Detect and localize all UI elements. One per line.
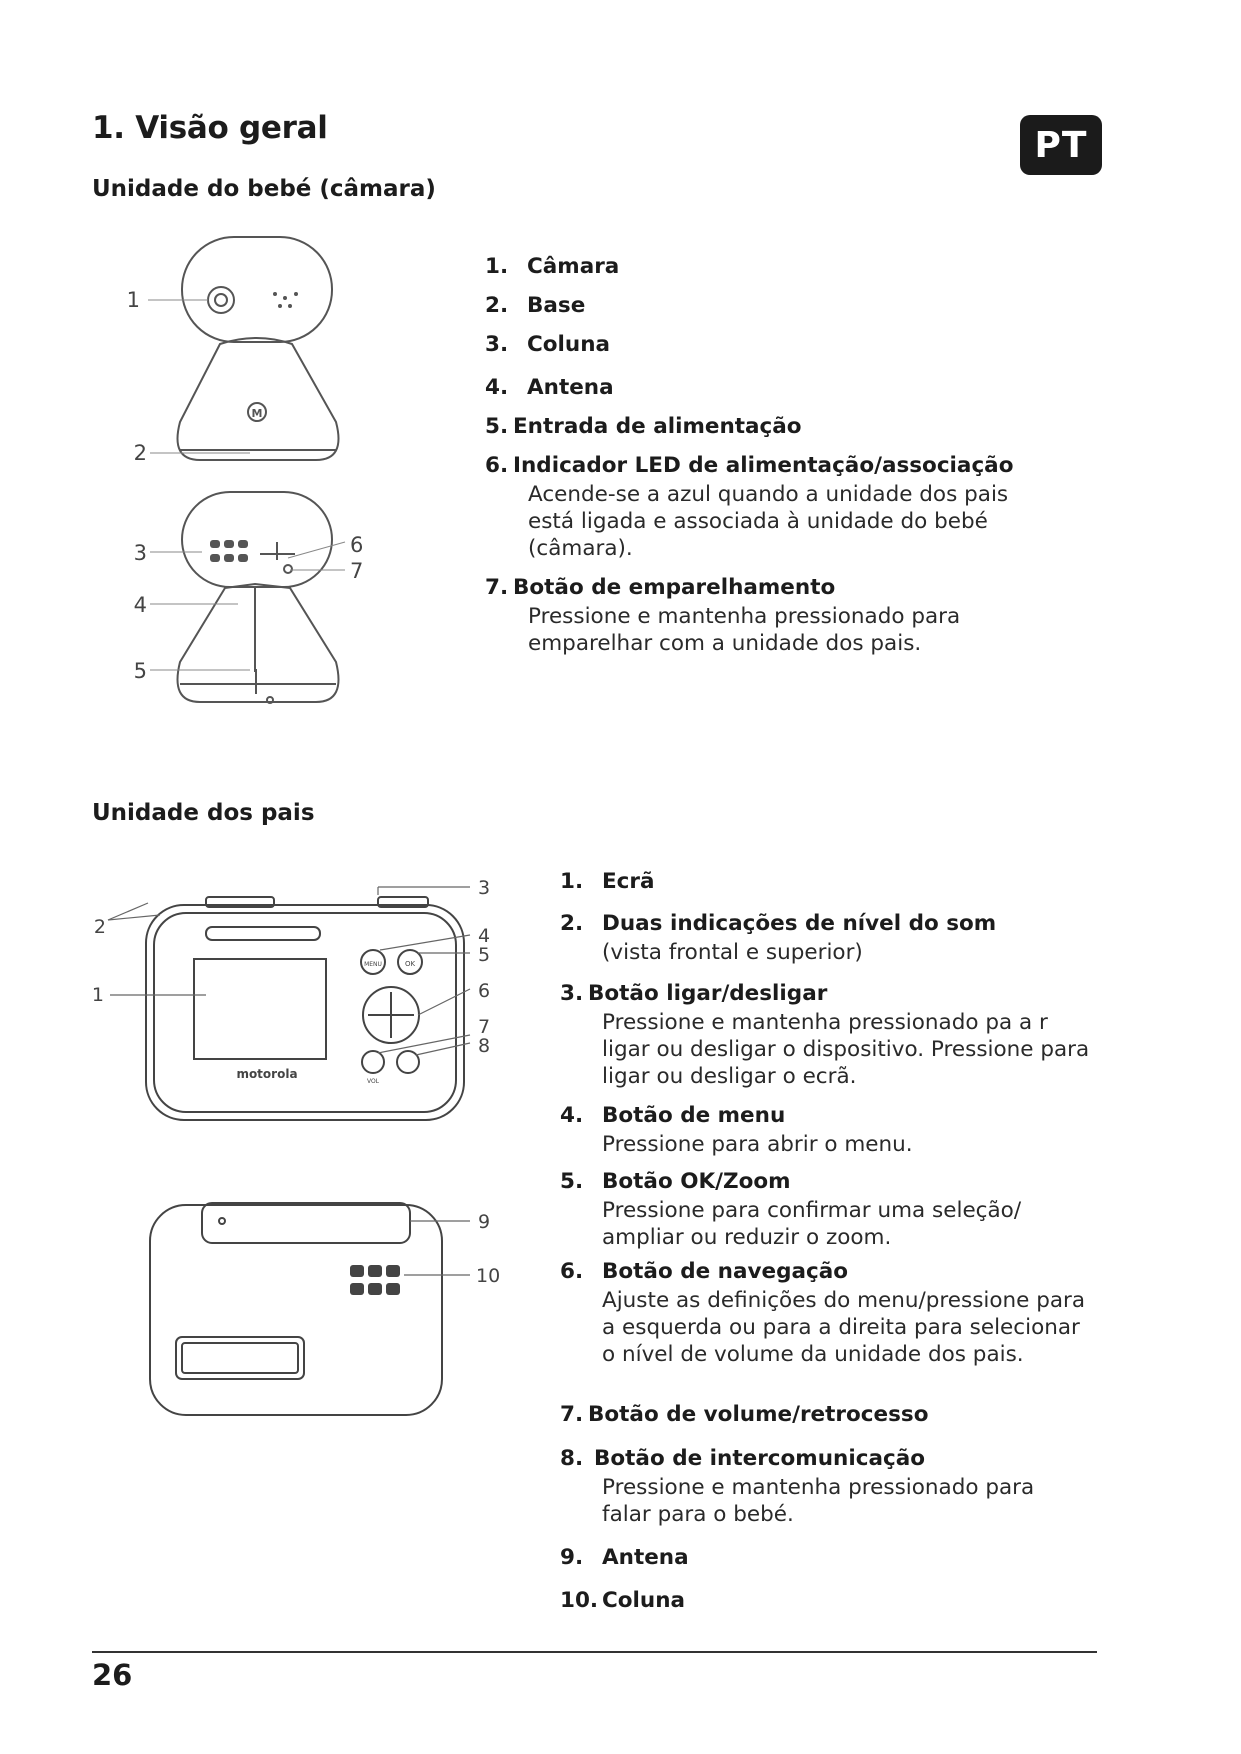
callout-1: 1 (91, 984, 104, 1006)
baby-unit-diagram (120, 232, 380, 722)
camera-base-front (178, 338, 339, 460)
callout-5: 5 (133, 659, 147, 683)
callout-6: 6 (350, 533, 364, 557)
ok-label: OK (404, 960, 416, 968)
talk-button (397, 1051, 419, 1073)
callout-6: 6 (478, 980, 491, 1002)
callout-8: 8 (478, 1035, 491, 1057)
language-badge: PT (1020, 115, 1102, 175)
camera-head-front (182, 237, 332, 342)
list-item: 6. Botão de navegação Ajuste as definições do menu/pressione para a esquerda ou para a direita para selecionar o nível de volume da unidade dos pais. (560, 1259, 1086, 1367)
list-item: 8. Botão de intercomunicação Pressione e mantenha pressionado para falar para o bebé. (560, 1446, 1035, 1527)
callout-1: 1 (126, 288, 140, 312)
callout-4: 4 (478, 925, 491, 947)
list-item: 7. Botão de volume/retrocesso (560, 1402, 929, 1427)
callout-4: 4 (133, 593, 147, 617)
list-item: 2. Duas indicações de nível do som (vista frontal e superior) (560, 911, 997, 965)
callout-7: 7 (478, 1016, 491, 1038)
list-item: 4. Botão de menu Pressione para abrir o menu. (560, 1103, 913, 1157)
callout-10: 10 (476, 1265, 501, 1287)
list-item: 4. Antena (485, 375, 614, 400)
volume-button (362, 1051, 384, 1073)
list-item: 5. Botão OK/Zoom Pressione para confirmar uma seleção/ ampliar ou reduzir o zoom. (560, 1169, 1022, 1250)
footer-rule (92, 1651, 1097, 1653)
callout-3: 3 (478, 877, 491, 899)
motorola-logo-icon: M (251, 407, 263, 420)
parent-unit-back (150, 1205, 442, 1415)
vol-label: VOL (366, 1078, 380, 1085)
list-item: 1. Câmara (485, 254, 620, 279)
list-item: 3. Botão ligar/desligar Pressione e mantenha pressionado pa a r ligar ou desligar o dispositivo. Pressione para ligar ou desligar o ecrã. (560, 981, 1090, 1089)
parent-unit-heading: Unidade dos pais (92, 800, 315, 826)
callout-5: 5 (478, 944, 491, 966)
callout-7: 7 (350, 559, 364, 583)
callout-9: 9 (478, 1211, 491, 1233)
screen (194, 959, 326, 1059)
list-item: 7. Botão de emparelhamento Pressione e mantenha pressionado para emparelhar com a unidade dos pais. (485, 575, 961, 656)
list-item: 10. Coluna (560, 1588, 686, 1613)
list-item: 5. Entrada de alimentação (485, 414, 802, 439)
list-item: 3. Coluna (485, 332, 611, 357)
list-item: 2. Base (485, 293, 586, 318)
callout-2: 2 (133, 441, 147, 465)
speaker-grille-icon (350, 1265, 400, 1295)
parent-unit-diagram (88, 875, 508, 1435)
sound-level-indicator (206, 927, 320, 940)
baby-unit-heading: Unidade do bebé (câmara) (92, 176, 436, 202)
list-item: 9. Antena (560, 1545, 689, 1570)
camera-head-back (182, 492, 332, 587)
antenna (202, 1203, 410, 1243)
callout-2: 2 (93, 916, 106, 938)
callout-3: 3 (133, 541, 147, 565)
page-title: 1. Visão geral (92, 110, 328, 146)
list-item: 1. Ecrã (560, 869, 655, 894)
list-item: 6. Indicador LED de alimentação/associação Acende-se a azul quando a unidade dos pais está ligada e associada à unidade do bebé (câmara). (485, 453, 1014, 561)
brand-logo: motorola (236, 1067, 298, 1081)
page-number: 26 (92, 1658, 133, 1692)
menu-label: MENU (364, 961, 382, 968)
